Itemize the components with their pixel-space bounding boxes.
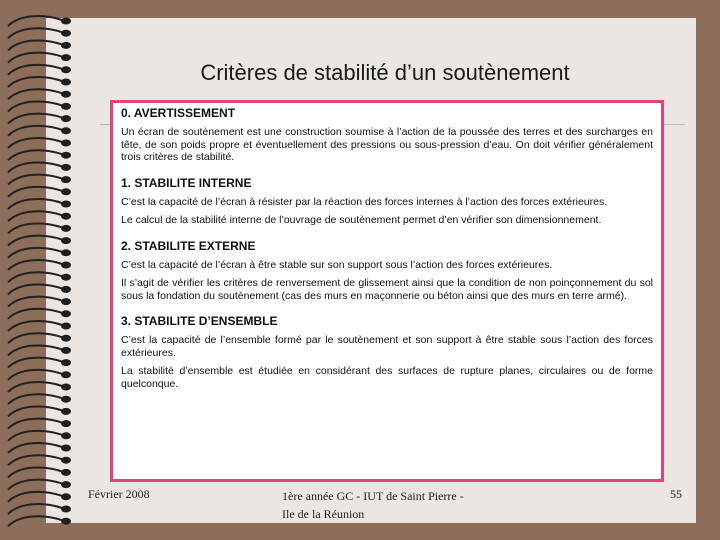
spiral-ring [8,248,71,258]
spiral-ring [8,53,71,63]
spiral-ring [8,199,71,209]
spiral-ring [8,297,71,307]
spiral-ring [8,28,71,38]
spiral-ring [8,162,71,172]
spiral-ring [8,370,71,380]
section-paragraph: Le calcul de la stabilité interne de l’ouvrage de soutènement permet d’en vérifier son dimensionnement. [121,214,602,226]
section-paragraph: C’est la capacité de l’ensemble formé par le soutènement et son support à être stable sous l’action des forces extérieures. [121,334,653,359]
spiral-ring [8,516,71,526]
spiral-ring [8,65,71,75]
section-paragraph: C’est la capacité de l’écran à être stable sur son support sous l’action des forces extérieures. [121,258,553,271]
spiral-ring [8,504,71,514]
spiral-ring [8,309,71,319]
spiral-ring [8,345,71,355]
spiral-ring [8,101,71,111]
spiral-ring [8,150,71,160]
section-paragraph: Un écran de soutènement est une construction soumise à l’action de la poussée des terres et des surcharges en tête, de son poids propre et éventuellement des pressions ou sous-pression d’eau. On doit vérifier généralement trois critères de stabilité. [121,126,653,163]
spiral-ring [8,443,71,453]
section-heading: 3. STABILITE D’ENSEMBLE [121,314,278,328]
page-number: 55 [670,487,682,501]
slide-title: Critères de stabilité d’un soutènement [200,60,570,85]
content-frame [110,100,664,482]
spiral-ring [8,187,71,197]
section-paragraph: La stabilité d’ensemble est étudiée en considérant des surfaces de rupture planes, circulaires ou de forme quelconque. [121,365,653,390]
spiral-ring [8,431,71,441]
section-paragraph: Il s’agit de vérifier les critères de renversement de glissement ainsi que la condition de non poinçonnement du sol sous la fondation du soutènement (cas des murs en maçonnerie ou béton ainsi que des murs en terre armé). [121,277,653,302]
spiral-ring [8,394,71,404]
spiral-ring [8,321,71,331]
spiral-binding-icon [0,0,90,540]
spiral-ring [8,480,71,490]
spiral-ring [8,492,71,502]
spiral-ring [8,467,71,477]
spiral-ring [8,419,71,429]
spiral-ring [8,126,71,136]
footer-course [282,487,512,523]
spiral-ring [8,272,71,282]
spiral-ring [8,236,71,246]
spiral-ring [8,284,71,294]
spiral-ring [8,89,71,99]
section-heading: 1. STABILITE INTERNE [121,175,252,190]
spiral-ring [8,223,71,233]
spiral-ring [8,16,71,26]
section-paragraph: C’est la capacité de l’écran à résister par la réaction des forces internes à l’action des forces extérieures. [121,195,608,208]
spiral-ring [8,260,71,270]
spiral-ring [8,358,71,368]
spiral-ring [8,114,71,124]
spiral-ring [8,138,71,148]
footer-course-line1: 1ère année GC - IUT de Saint Pierre - [282,489,464,503]
spiral-ring [8,175,71,185]
spiral-ring [8,77,71,87]
footer-date: Février 2008 [88,487,150,501]
spiral-ring [8,40,71,50]
spiral-ring [8,333,71,343]
spiral-ring [8,211,71,221]
spiral-ring [8,382,71,392]
section-heading: 0. AVERTISSEMENT [121,106,236,120]
spiral-ring [8,406,71,416]
spiral-ring [8,455,71,465]
section-heading: 2. STABILITE EXTERNE [121,238,256,253]
footer-course-line2: Ile de la Réunion [282,507,365,521]
